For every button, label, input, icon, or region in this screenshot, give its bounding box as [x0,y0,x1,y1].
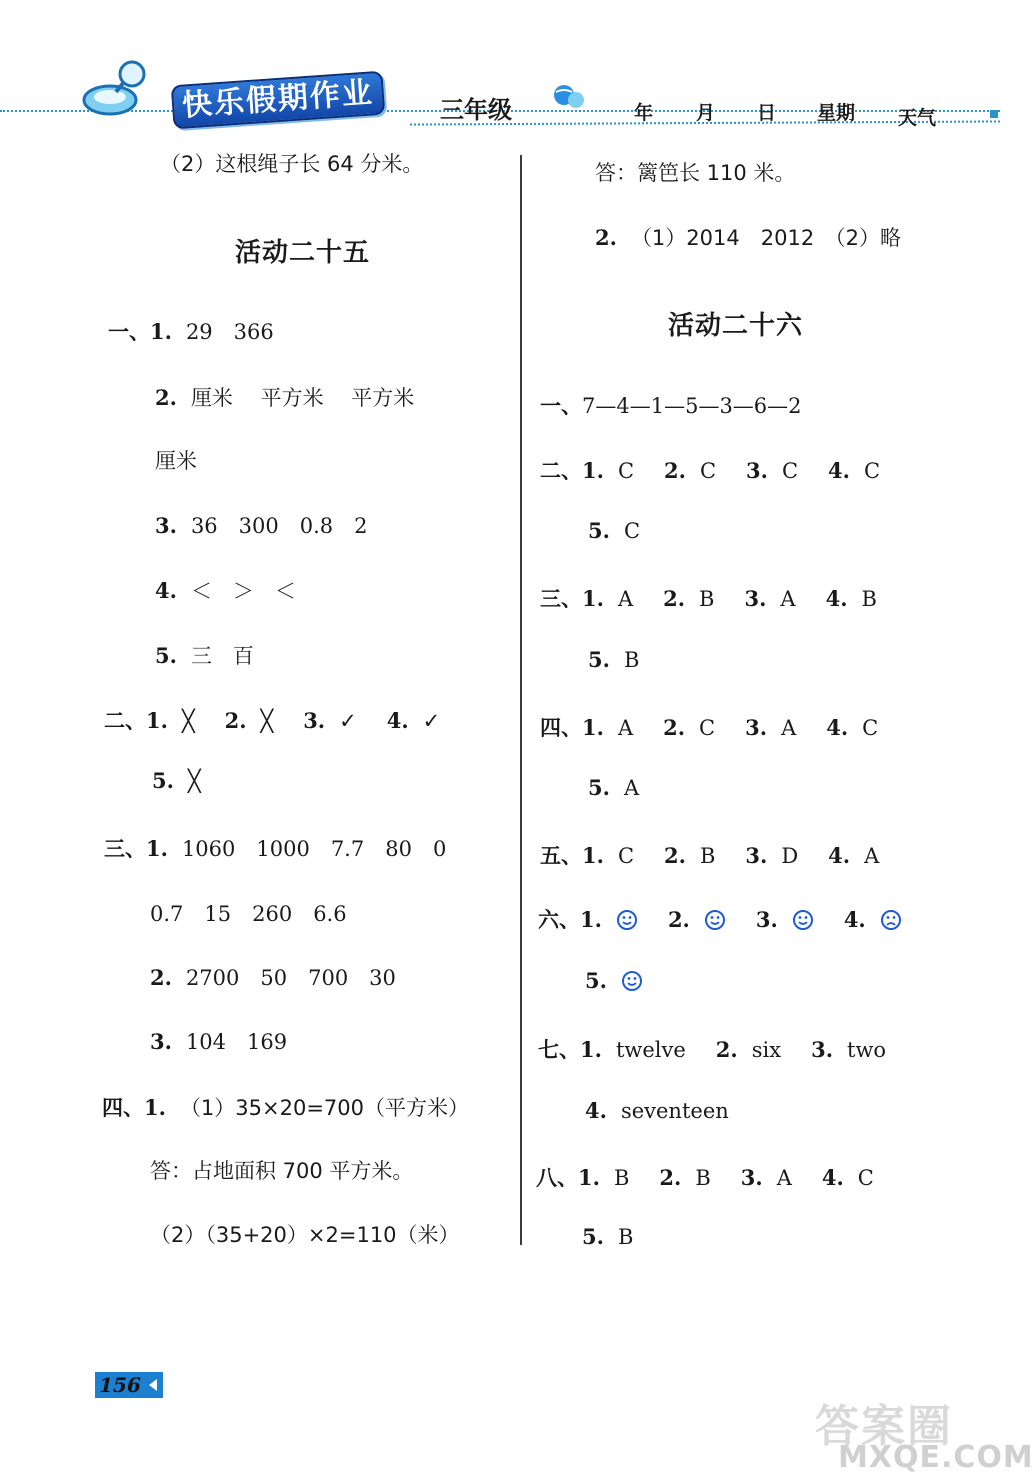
watermark-logo: 答案圈 [815,1401,953,1452]
header-field-day: 日 [757,102,777,124]
answer-line: 5. [585,968,643,997]
magnifier-icon [80,52,160,122]
answer-line: 一、1. 29 366 [108,319,274,344]
header-field-year: 年 [634,102,654,124]
answer-line: 5. A [588,775,640,800]
answer-line: 厘米 [155,449,197,473]
answer-line: 四、1. （1）35×20=700（平方米） [102,1095,470,1120]
answer-line: 二、1. ╳ 2. ╳ 3. ✓ 4. ✓ [104,708,441,733]
answer-line: 三、1. 1060 1000 7.7 80 0 [104,836,447,861]
answer-line: 5. B [588,647,640,672]
answer-line: 3. 36 300 0.8 2 [155,513,368,538]
answer-line: 二、1. C 2. C 3. C 4. C [540,458,881,483]
answer-line: 三、1. A 2. B 3. A 4. B [540,586,877,611]
happy-face-icon [704,909,726,936]
answer-line: 5. ╳ [152,768,201,793]
answer-line: 答：占地面积 700 平方米。 [150,1159,414,1183]
answer-line: 2. （1）2014 2012 （2）略 [595,225,902,250]
answer-line: 七、1. twelve 2. six 3. two [538,1037,887,1062]
column-divider [520,155,522,1245]
header-field-month: 月 [696,102,716,124]
grade-label: 三年级 [440,96,512,124]
answer-line: 八、1. B 2. B 3. A 4. C [536,1165,874,1190]
answer-line: 5. 三 百 [155,643,254,668]
answer-line: 4. ＜ ＞ ＜ [155,578,296,603]
page-number: 156 [95,1372,145,1398]
answer-line: 5. B [582,1224,634,1249]
happy-face-icon [616,909,638,936]
section-heading-25: 活动二十五 [235,238,371,268]
header-field-weather: 天气 [898,107,937,129]
page-arrow-icon [145,1372,163,1398]
section-heading-26: 活动二十六 [668,311,804,341]
answer-line: 5. C [588,518,641,543]
header-rule-end-mark [990,110,998,118]
answer-line: 答：篱笆长 110 米。 [595,161,796,185]
answer-line: （2）这根绳子长 64 分米。 [160,152,424,176]
watermark-url: MXQE.COM [838,1440,1034,1475]
answer-line: 3. 104 169 [150,1029,288,1054]
happy-face-icon [621,970,643,997]
answer-line: 一、7—4—1—5—3—6—2 [540,394,802,418]
answer-line: （2）（35+20）×2=110（米） [150,1223,460,1247]
answer-line: 0.7 15 260 6.6 [150,902,347,926]
happy-face-icon [792,909,814,936]
book-title-banner: 快乐假期作业 [171,71,386,130]
answer-line: 2. 2700 50 700 30 [150,965,396,990]
answer-line: 2. 厘米 平方米 平方米 [155,385,415,410]
answer-line: 六、1. 2. 3. 4. [538,904,902,936]
answer-line: 五、1. C 2. B 3. D 4. A [540,843,880,868]
sad-face-icon [880,909,902,936]
header-field-weekday: 星期 [817,102,856,124]
ball-icon [552,82,586,112]
answer-line: 4. seventeen [585,1098,729,1123]
answer-line: 四、1. A 2. C 3. A 4. C [540,715,879,740]
